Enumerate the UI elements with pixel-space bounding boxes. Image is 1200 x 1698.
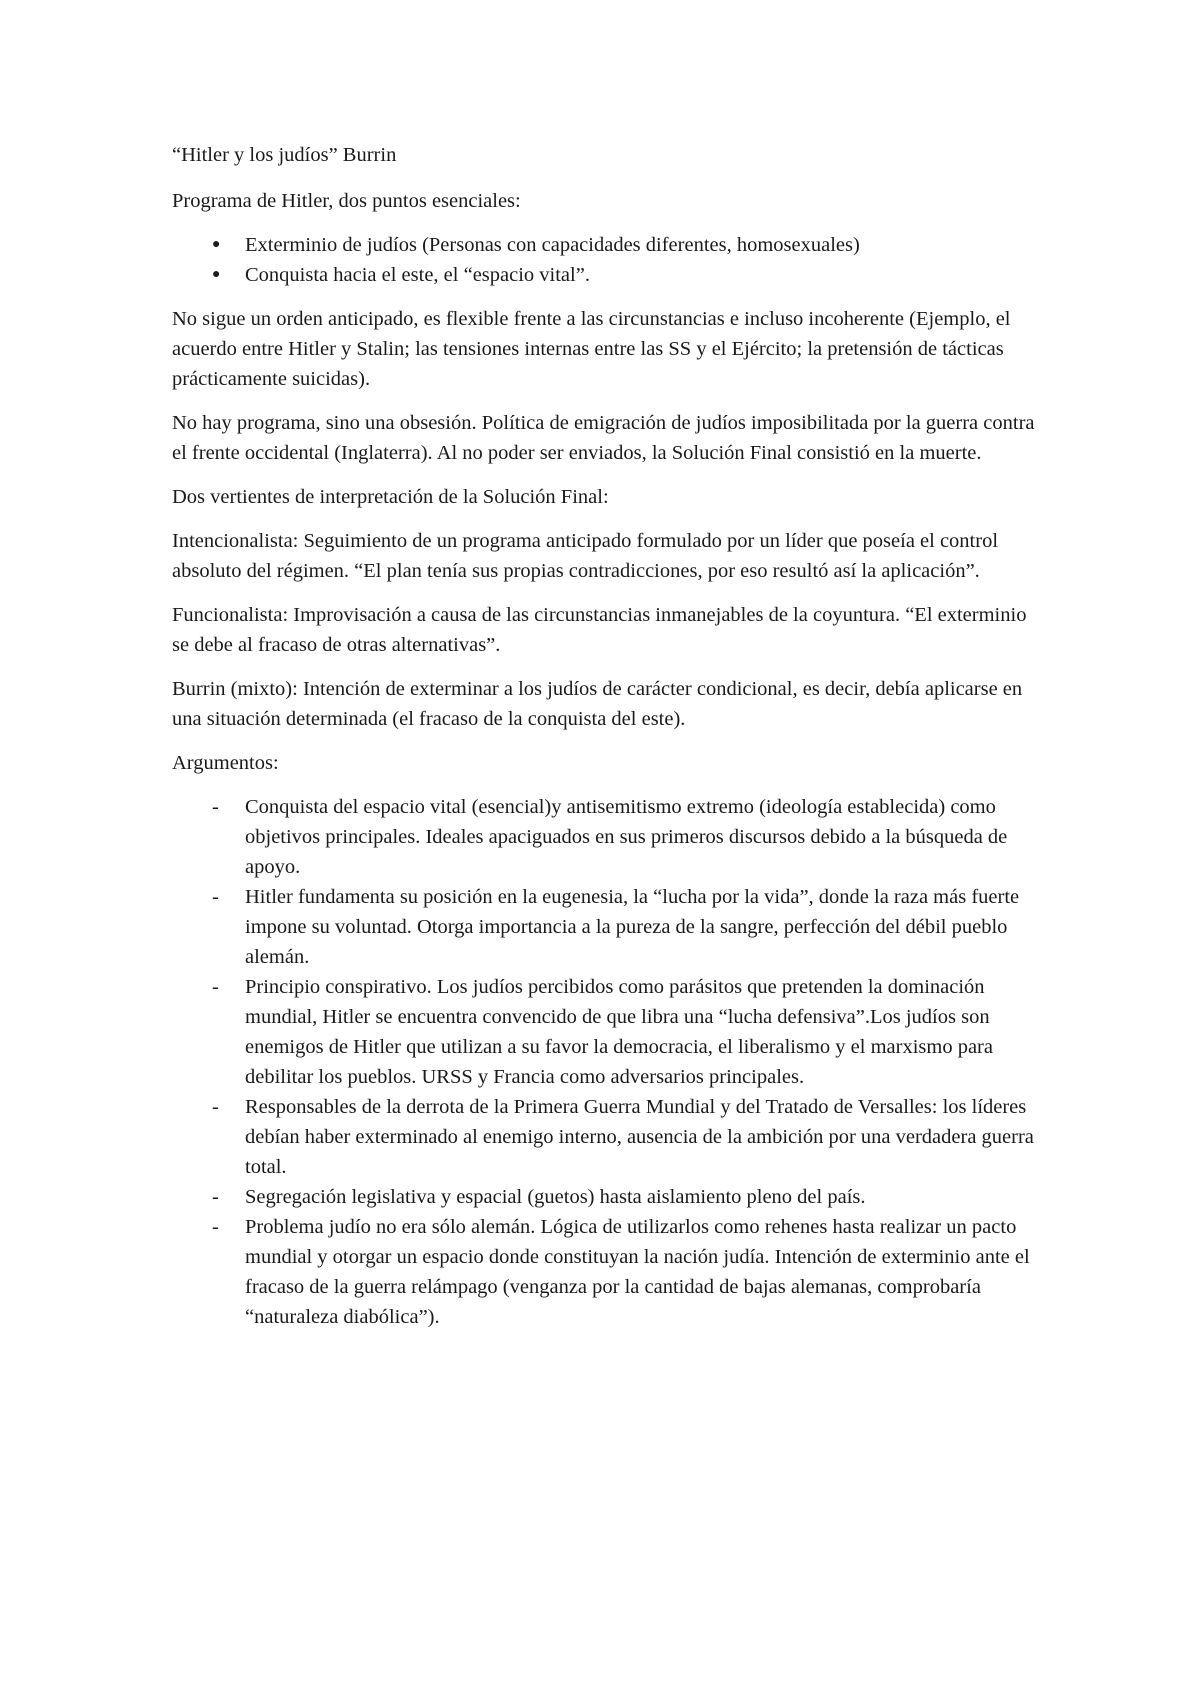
list-item <box>172 792 1042 882</box>
paragraph-burrin-mixto: Burrin (mixto): Intención de exterminar a los judíos de carácter condicional, es decir, debía aplicarse en una situación determinada (el fracaso de la conquista del este). <box>172 678 1023 730</box>
program-point-text: Conquista hacia el este, el “espacio vital”. <box>245 264 590 286</box>
paragraph-vertientes: Dos vertientes de interpretación de la Solución Final: <box>172 486 609 508</box>
program-point-text: Exterminio de judíos (Personas con capacidades diferentes, homosexuales) <box>245 234 860 256</box>
arguments-heading: Argumentos: <box>172 752 279 774</box>
argument-text: Responsables de la derrota de la Primera Guerra Mundial y del Tratado de Versalles: los líderes debían haber exterminado al enemigo interno, ausencia de la ambición por una verdadera guerra total. <box>245 1096 1034 1178</box>
argument-text: Segregación legislativa y espacial (guetos) hasta aislamiento pleno del país. <box>245 1186 866 1208</box>
paragraph-intencionalista: Intencionalista: Seguimiento de un programa anticipado formulado por un líder que poseía el control absoluto del régimen. “El plan tenía sus propias contradicciones, por eso resultó así la aplicación”. <box>172 530 999 582</box>
program-intro: Programa de Hitler, dos puntos esenciales: <box>172 190 521 212</box>
bullet-icon: ● <box>212 267 221 282</box>
dash-icon: - <box>212 886 219 908</box>
program-points-list <box>172 230 1042 290</box>
bullet-icon: ● <box>212 237 221 252</box>
list-item <box>172 260 1042 290</box>
paragraph-funcionalista: Funcionalista: Improvisación a causa de las circunstancias inmanejables de la coyuntura. “El exterminio se debe al fracaso de otras alternativas”. <box>172 604 1027 656</box>
document-page <box>172 140 1042 1332</box>
list-item <box>172 1092 1042 1182</box>
list-item <box>172 882 1042 972</box>
dash-icon: - <box>212 1216 219 1238</box>
argument-text: Principio conspirativo. Los judíos percibidos como parásitos que pretenden la dominación mundial, Hitler se encuentra convencido de que libra una “lucha defensiva”.Los judíos son enemigos de Hitler que utilizan a su favor la democracia, el liberalismo y el marxismo para debilitar los pueblos. URSS y Francia como adversarios principales. <box>245 976 993 1088</box>
argument-text: Problema judío no era sólo alemán. Lógica de utilizarlos como rehenes hasta realizar un pacto mundial y otorgar un espacio donde constituyan la nación judía. Intención de exterminio ante el fracaso de la guerra relámpago (venganza por la cantidad de bajas alemanas, comprobaría “naturaleza diabólica”). <box>245 1216 1030 1328</box>
paragraph-orden: No sigue un orden anticipado, es flexible frente a las circunstancias e incluso incoherente (Ejemplo, el acuerdo entre Hitler y Stalin; las tensiones internas entre las SS y el Ejército; la pretensión de tácticas prácticamente suicidas). <box>172 308 1011 390</box>
argument-text: Conquista del espacio vital (esencial)y antisemitismo extremo (ideología establecida) como objetivos principales. Ideales apaciguados en sus primeros discursos debido a la búsqueda de apoyo. <box>245 796 1008 878</box>
dash-icon: - <box>212 1186 219 1208</box>
list-item <box>172 1212 1042 1332</box>
document-title: “Hitler y los judíos” Burrin <box>172 144 397 166</box>
arguments-list <box>172 792 1042 1332</box>
list-item <box>172 1182 1042 1212</box>
list-item <box>172 230 1042 260</box>
dash-icon: - <box>212 976 219 998</box>
paragraph-obsesion: No hay programa, sino una obsesión. Política de emigración de judíos imposibilitada por la guerra contra el frente occidental (Inglaterra). Al no poder ser enviados, la Solución Final consistió en la muerte. <box>172 412 1035 464</box>
list-item <box>172 972 1042 1092</box>
dash-icon: - <box>212 796 219 818</box>
dash-icon: - <box>212 1096 219 1118</box>
argument-text: Hitler fundamenta su posición en la eugenesia, la “lucha por la vida”, donde la raza más fuerte impone su voluntad. Otorga importancia a la pureza de la sangre, perfección del débil pueblo alemán. <box>245 886 1020 968</box>
